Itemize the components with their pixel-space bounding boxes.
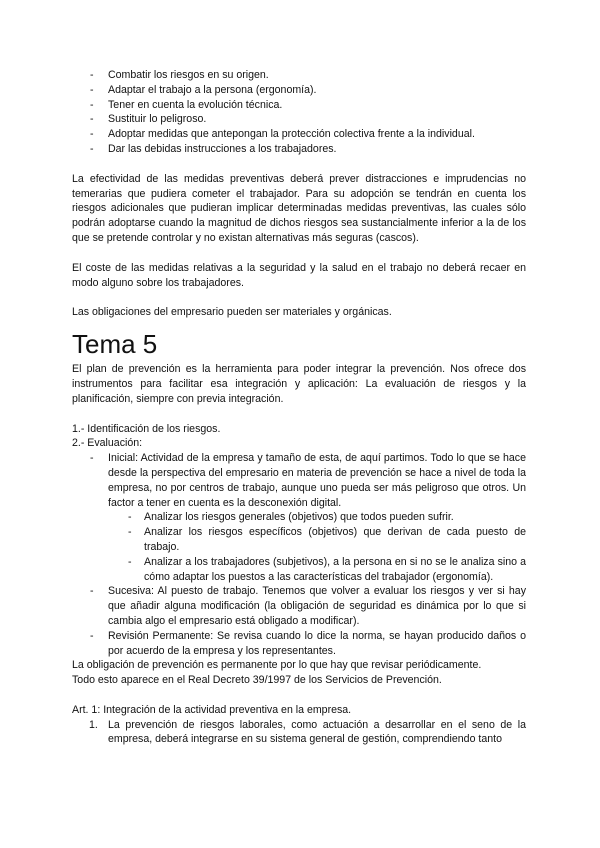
article-list: [72, 718, 526, 748]
list-item: [72, 718, 526, 748]
inicial-text: Inicial: Actividad de la empresa y tamaño de esta, de aquí partimos. Todo lo que se hace desde la perspectiva del empresario en materia de prevención se hace a nivel de toda la empresa, no por centros de trabajo, aunque uno pueda ser más peligroso que otros. Un factor a tener en cuenta es la desconexión digital.: [108, 452, 526, 509]
paragraph-coste: El coste de las medidas relativas a la seguridad y la salud en el trabajo no deberá recaer en modo alguno sobre los trabajadores.: [72, 261, 526, 289]
list-item: - Combatir los riesgos en su origen.: [72, 68, 526, 83]
inicial-sublist: [108, 510, 526, 584]
paragraph-real-decreto: Todo esto aparece en el Real Decreto 39/1997 de los Servicios de Prevención.: [72, 674, 442, 687]
section-heading: Tema 5: [72, 329, 158, 360]
list-item-inicial: [72, 451, 526, 584]
principles-list: [72, 68, 526, 157]
list-item: - Adaptar el trabajo a la persona (ergonomía).: [72, 83, 526, 98]
list-item: - Dar las debidas instrucciones a los trabajadores.: [72, 142, 526, 157]
step-identificacion: 1.- Identificación de los riesgos.: [72, 422, 221, 435]
item-number: 1.: [89, 718, 98, 731]
evaluation-list: [72, 451, 526, 658]
list-item: - Analizar a los trabajadores (subjetivos), a la persona en si no se le analiza sino a cómo adaptar los puestos a las características del trabajador (ergonomía).: [108, 555, 526, 585]
step-evaluacion: 2.- Evaluación:: [72, 437, 143, 450]
list-item: - Analizar los riesgos específicos (objetivos) que derivan de cada puesto de trabajo.: [108, 525, 526, 555]
list-item-permanente: - Revisión Permanente: Se revisa cuando lo dice la norma, se hayan producido daños o por acuerdo de la empresa y los representantes.: [72, 629, 526, 659]
article-title: Art. 1: Integración de la actividad preventiva en la empresa.: [72, 703, 352, 716]
paragraph-efectividad: La efectividad de las medidas preventivas deberá prever distracciones e imprudencias no temerarias que pudiera cometer el trabajador. Para su adopción se tendrán en cuenta los riesgos adicionales que pudieran implicar determinadas medidas preventivas, las cuales sólo podrán adoptarse cuando la magnitud de dichos riesgos sea sustancialmente inferior a la de los que se pretende controlar y no existan alternativas más seguras (cascos).: [72, 172, 526, 244]
list-item: - Adoptar medidas que antepongan la protección colectiva frente a la individual.: [72, 127, 526, 142]
list-item-sucesiva: - Sucesiva: Al puesto de trabajo. Tenemos que volver a evaluar los riesgos y ver si hay que añadir alguna modificación (la obligación de seguridad es dinámica por lo que si cambia algo el empresario está obligado a modificar).: [72, 584, 526, 628]
paragraph-obligaciones: Las obligaciones del empresario pueden ser materiales y orgánicas.: [72, 306, 392, 319]
list-item: - Sustituir lo peligroso.: [72, 112, 526, 127]
list-item: - Tener en cuenta la evolución técnica.: [72, 98, 526, 113]
paragraph-plan: El plan de prevención es la herramienta para poder integrar la prevención. Nos ofrece dos instrumentos para facilitar esa integración y aplicación: La evaluación de riesgos y la planificación, siempre con previa integración.: [72, 363, 526, 405]
item-text: La prevención de riesgos laborales, como actuación a desarrollar en el seno de la empresa, deberá integrarse en su sistema general de gestión, comprendiendo tanto: [108, 718, 526, 746]
paragraph-permanente: La obligación de prevención es permanente por lo que hay que revisar periódicamente.: [72, 659, 482, 672]
list-item: - Analizar los riesgos generales (objetivos) que todos pueden sufrir.: [108, 510, 526, 525]
